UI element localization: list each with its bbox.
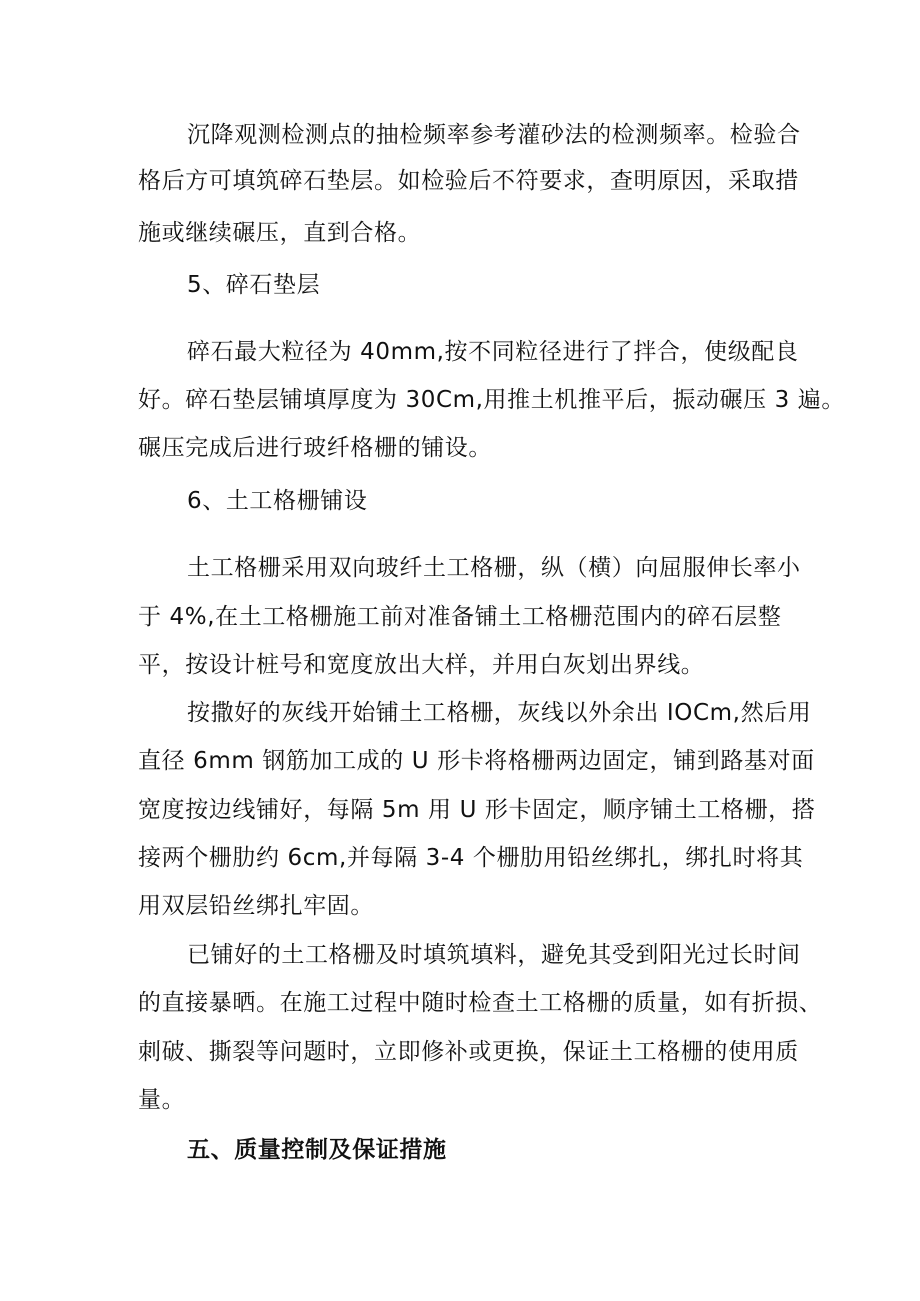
paragraph-line: 施或继续碾压，直到合格。: [138, 220, 422, 246]
paragraph-line: 用双层铅丝绑扎牢固。: [138, 893, 374, 919]
section-heading-6: 6、土工格栅铺设: [187, 488, 368, 514]
paragraph-line: 于 4%,在土工格栅施工前对准备铺土工格栅范围内的碎石层整: [138, 604, 782, 630]
section-heading-5: 5、碎石垫层: [187, 272, 321, 298]
paragraph-line: 碎石最大粒径为 40mm,按不同粒径进行了拌合，使级配良: [187, 339, 799, 365]
paragraph-line: 已铺好的土工格栅及时填筑填料，避免其受到阳光过长时间: [187, 942, 801, 968]
paragraph-line: 按撒好的灰线开始铺土工格栅，灰线以外余出 IOCm,然后用: [187, 700, 812, 726]
paragraph-line: 沉降观测检测点的抽检频率参考灌砂法的检测频率。检验合: [187, 122, 801, 148]
paragraph-line: 接两个栅肋约 6cm,并每隔 3-4 个栅肋用铅丝绑扎，绑扎时将其: [138, 845, 804, 871]
paragraph-line: 格后方可填筑碎石垫层。如检验后不符要求，查明原因，采取措: [138, 168, 799, 194]
paragraph-line: 好。碎石垫层铺填厚度为 30Cm,用推土机推平后，振动碾压 3 遍。: [138, 387, 846, 413]
paragraph-line: 直径 6mm 钢筋加工成的 U 形卡将格栅两边固定，铺到路基对面: [138, 748, 815, 774]
paragraph-line: 刺破、撕裂等问题时，立即修补或更换，保证土工格栅的使用质: [138, 1039, 799, 1065]
paragraph-line: 平，按设计桩号和宽度放出大样，并用白灰划出界线。: [138, 652, 705, 678]
paragraph-line: 量。: [138, 1087, 186, 1113]
paragraph-line: 土工格栅采用双向玻纤土工格栅，纵（横）向屈服伸长率小: [187, 555, 801, 581]
paragraph-line: 宽度按边线铺好，每隔 5m 用 U 形卡固定，顺序铺土工格栅，搭: [138, 797, 816, 823]
paragraph-line: 的直接暴晒。在施工过程中随时检查土工格栅的质量，如有折损、: [138, 990, 823, 1016]
paragraph-line: 碾压完成后进行玻纤格栅的铺设。: [138, 435, 492, 461]
section-heading-five: 五、质量控制及保证措施: [187, 1137, 447, 1163]
